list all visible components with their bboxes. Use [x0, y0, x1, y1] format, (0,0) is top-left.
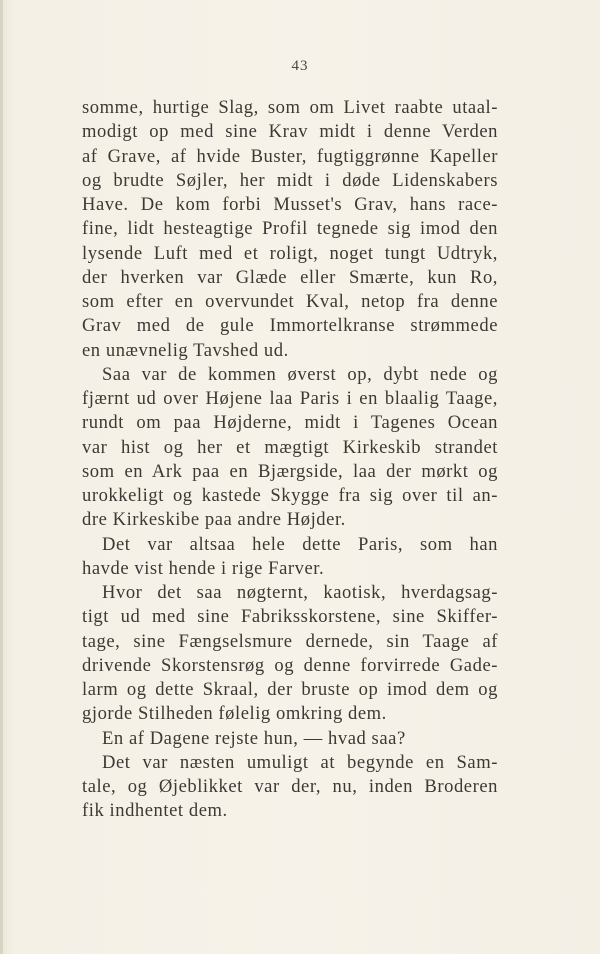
text-line: tage, sine Fængselsmure dernede, sin Taage af: [82, 630, 498, 652]
text-line: gjorde Stilheden følelig omkring dem.: [82, 703, 387, 725]
text-line: Saa var de kommen øverst op, dybt nede og: [102, 363, 498, 385]
text-line: havde vist hende i rige Farver.: [82, 557, 325, 579]
text-line: En af Dagene rejste hun, — hvad saa?: [102, 727, 406, 749]
text-line: fine, lidt hesteagtige Profil tegnede sig imod den: [82, 218, 498, 240]
text-line: som efter en overvundet Kval, netop fra denne: [82, 291, 498, 312]
text-line: en unævnelig Tavshed ud.: [82, 339, 289, 361]
text-line: som en Ark paa en Bjærgside, laa der mørkt og: [82, 460, 498, 482]
text-line: dre Kirkeskibe paa andre Højder.: [82, 509, 346, 531]
text-line: var hist og her et mægtigt Kirkeskib strandet: [82, 436, 498, 458]
text-line: Hvor det saa nøgternt, kaotisk, hverdagsag-: [102, 582, 498, 603]
text-line: fjærnt ud over Højene laa Paris i en blaalig Taage,: [82, 388, 498, 409]
text-line: der hverken var Glæde eller Smærte, kun Ro,: [82, 266, 498, 288]
text-line: larm og dette Skraal, der bruste op imod dem og: [82, 679, 498, 700]
text-line: rundt om paa Højderne, midt i Tagenes Ocean: [82, 412, 498, 434]
body-text: [82, 96, 498, 824]
text-line: lysende Luft med et roligt, noget tungt Udtryk,: [82, 242, 498, 264]
page-number: 43: [291, 58, 309, 74]
text-line: tigt ud med sine Fabriksskorstene, sine Skiffer-: [82, 606, 498, 628]
page-spine-edge: [0, 0, 3, 954]
text-line: modigt op med sine Krav midt i denne Verden: [82, 121, 498, 143]
text-line: urokkeligt og kastede Skygge fra sig over til an-: [82, 485, 498, 506]
text-line: tale, og Øjeblikket var der, nu, inden Broderen: [82, 776, 498, 797]
text-line: fik indhentet dem.: [82, 800, 228, 822]
text-line: Det var altsaa hele dette Paris, som han: [102, 533, 498, 555]
text-line: somme, hurtige Slag, som om Livet raabte utaal-: [82, 97, 498, 118]
text-line: Grav med de gule Immortelkranse strømmede: [82, 315, 498, 337]
text-line: og brudte Søjler, her midt i døde Lidenskabers: [82, 169, 498, 191]
text-line: Det var næsten umuligt at begynde en Sam-: [102, 751, 498, 773]
text-line: Have. De kom forbi Musset's Grav, hans race-: [82, 194, 498, 215]
text-line: af Grave, af hvide Buster, fugtiggrønne Kapeller: [82, 145, 498, 167]
text-line: drivende Skorstensrøg og denne forvirrede Gade-: [82, 654, 498, 676]
